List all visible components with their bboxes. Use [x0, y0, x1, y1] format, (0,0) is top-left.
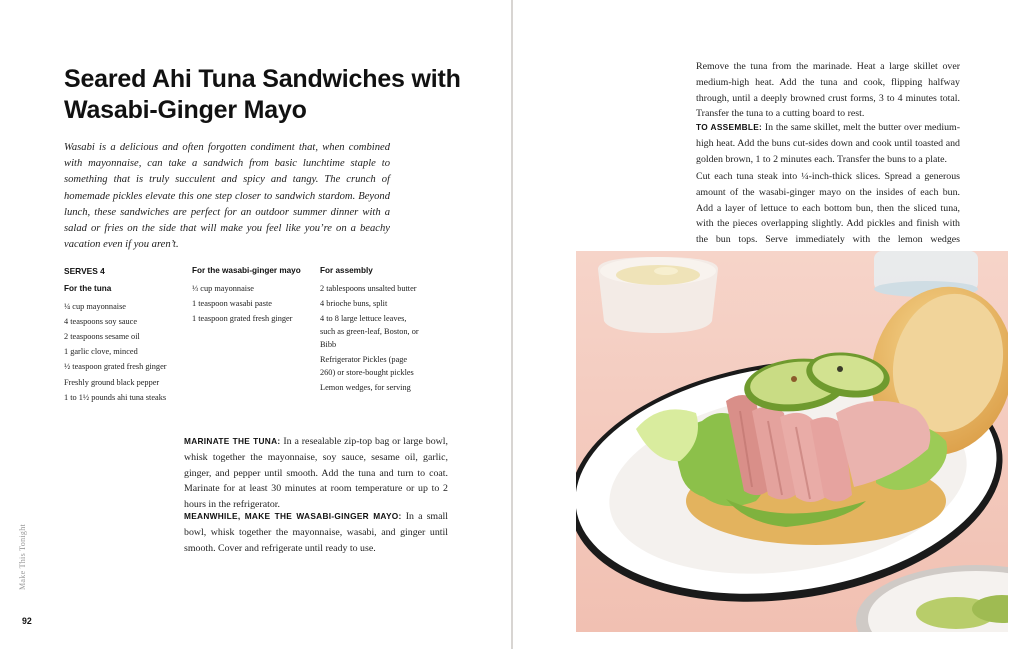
- step-assemble: [696, 120, 960, 167]
- ingredient-item: 4 to 8 large lettuce leaves, such as green-leaf, Boston, or Bibb: [320, 314, 419, 349]
- ingredient-item: Lemon wedges, for serving: [320, 382, 411, 392]
- recipe-intro: [64, 140, 390, 253]
- recipe-title: Seared Ahi Tuna Sandwiches with Wasabi-Ginger Mayo: [64, 65, 461, 124]
- serves-label: SERVES 4: [64, 266, 105, 276]
- ingredient-item: Refrigerator Pickles (page 260) or store-bought pickles: [320, 354, 414, 377]
- running-title: Make This Tonight: [18, 523, 27, 590]
- ingredient-item: 1 to 1½ pounds ahi tuna steaks: [64, 392, 167, 402]
- ingredient-item: 2 teaspoons sesame oil: [64, 331, 140, 341]
- ingredients-assembly-column: [320, 265, 420, 397]
- mayo-ramekin: [598, 257, 718, 333]
- ingredient-item: ¼ cup mayonnaise: [64, 301, 126, 311]
- tuna-ingredients-heading: For the tuna: [64, 283, 112, 293]
- ingredient-item: ⅓ cup mayonnaise: [192, 283, 254, 293]
- ingredient-item: 1 teaspoon wasabi paste: [192, 298, 272, 308]
- step-mayo-text: In a small bowl, whisk together the mayonnaise, wasabi, and ginger until smooth. Cover and refrigerate until ready to use.: [184, 511, 448, 554]
- ingredient-item: ½ teaspoon grated fresh ginger: [64, 362, 167, 372]
- ingredient-item: 1 garlic clove, minced: [64, 347, 138, 357]
- ingredient-item: 2 tablespoons unsalted butter: [320, 283, 417, 293]
- left-page: [0, 0, 511, 649]
- ingredients-mayo-column: [192, 265, 310, 328]
- ingredient-item: 1 teaspoon grated fresh ginger: [192, 314, 293, 324]
- step-mayo: [184, 509, 448, 556]
- step-marinate-lead: MARINATE THE TUNA:: [184, 436, 281, 446]
- step-finish: Cut each tuna steak into ¼-inch-thick slices. Spread a generous amount of the wasabi-ginger mayo on the insides of each bun. Add a layer of lettuce to each bottom bun, then the sliced tuna, with the pieces overlapping slightly. Add pickles and finish with the bun tops. Serve immediately with the lemon wedges: [696, 171, 960, 246]
- step-sear: Remove the tuna from the marinade. Heat a large skillet over medium-high heat. Add the tuna and cook, flipping halfway through, until a deeply browned crust forms, 3 to 4 minutes total. Transfer the tuna to a cutting board to rest.: [696, 61, 960, 120]
- ingredient-item: 4 teaspoons soy sauce: [64, 316, 138, 326]
- step-assemble-text: In the same skillet, melt the butter over medium-high heat. Add the buns cut-sides down and cook until toasted and golden brown, 1 to 2 minutes each. Transfer the buns to a plate.: [696, 122, 960, 165]
- step-assemble-lead: TO ASSEMBLE:: [696, 122, 763, 132]
- assembly-ingredients-heading: For assembly: [320, 266, 373, 275]
- ingredient-item: Freshly ground black pepper: [64, 377, 160, 387]
- sandwich-illustration: [576, 251, 1008, 632]
- ingredients-tuna-column: [64, 265, 182, 407]
- step-mayo-lead: MEANWHILE, MAKE THE WASABI-GINGER MAYO:: [184, 511, 402, 521]
- intro-text: Wasabi is a delicious and often forgotten condiment that, when combined with mayonnaise, can take a sandwich from basic lunchtime staple to something that is truly succulent and spicy and tangy. The crunch of homemade pickles elevate this one step closer to sandwich stardom. Beyond lunch, these sandwiches are perfect for an outdoor summer dinner with a salad or fries on the side that will make you feel like you’re on a beachy vacation even if you aren’t.: [64, 142, 390, 251]
- step-marinate: [184, 434, 448, 513]
- ingredient-item: 4 brioche buns, split: [320, 298, 388, 308]
- mayo-ingredients-heading: For the wasabi-ginger mayo: [192, 266, 301, 275]
- step-marinate-text: In a resealable zip-top bag or large bowl, whisk together the mayonnaise, soy sauce, sesame oil, garlic, ginger, and pepper until smooth. Add the tuna and turn to coat. Marinate for at least 30 minutes at room temperature or up to 2 hours in the refrigerator.: [184, 436, 448, 511]
- page-number: 92: [22, 616, 32, 626]
- sandwich-photo: [576, 251, 1008, 632]
